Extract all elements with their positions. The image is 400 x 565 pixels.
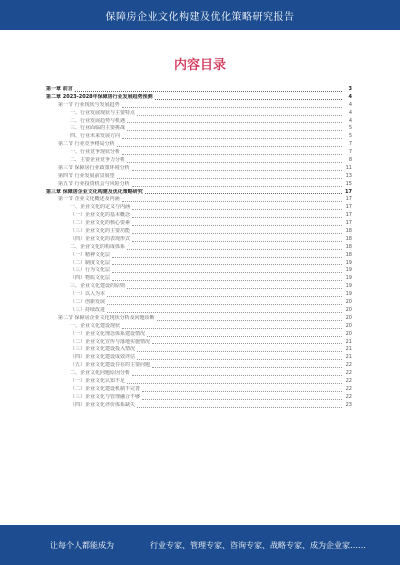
toc-entry[interactable] bbox=[46, 315, 352, 323]
toc-entry[interactable] bbox=[46, 331, 352, 339]
report-header bbox=[0, 0, 400, 30]
toc-entry[interactable] bbox=[46, 252, 352, 260]
toc-entry[interactable] bbox=[46, 157, 352, 165]
toc-entry[interactable] bbox=[46, 291, 352, 299]
toc-entry[interactable] bbox=[46, 362, 352, 370]
toc-entry[interactable] bbox=[46, 102, 352, 110]
toc-leader-dots bbox=[75, 86, 342, 92]
toc-entry-page: 22 bbox=[345, 385, 352, 392]
toc-entry[interactable] bbox=[46, 228, 352, 236]
toc-entry-page: 18 bbox=[345, 243, 352, 250]
toc-entry-label: （三）企业文化的主要功能 bbox=[70, 228, 131, 235]
toc-entry-page: 11 bbox=[345, 164, 352, 171]
toc-leader-dots bbox=[122, 102, 342, 108]
toc-entry-page: 23 bbox=[345, 401, 352, 408]
toc-entry[interactable] bbox=[46, 86, 352, 94]
toc-leader-dots bbox=[107, 291, 342, 297]
toc-leader-dots bbox=[137, 110, 342, 116]
toc-entry[interactable] bbox=[46, 141, 352, 149]
toc-entry[interactable] bbox=[46, 267, 352, 275]
toc-entry[interactable] bbox=[46, 346, 352, 354]
footer-tagline: 行业专家、管理专家、咨询专家、战略专家、成为企业家…… bbox=[150, 541, 366, 550]
toc-entry-page: 22 bbox=[345, 377, 352, 384]
toc-leader-dots bbox=[145, 189, 342, 195]
toc-entry-label: 第三章 保障房企业文化构建及优化策略研究 bbox=[46, 188, 143, 195]
toc-leader-dots bbox=[122, 149, 342, 155]
toc-entry[interactable] bbox=[46, 386, 352, 394]
toc-entry[interactable] bbox=[46, 133, 352, 141]
toc-entry-label: 一、行业发展现状与主要特点 bbox=[70, 109, 136, 116]
toc-leader-dots bbox=[107, 299, 342, 305]
toc-leader-dots bbox=[122, 196, 342, 202]
toc-entry-page: 17 bbox=[345, 188, 352, 195]
toc-entry-label: （三）企业文化与管理融合不够 bbox=[70, 393, 141, 400]
toc-leader-dots bbox=[152, 362, 342, 368]
toc-entry-label: 二、企业文化的构成体系 bbox=[70, 243, 126, 250]
toc-entry-page: 20 bbox=[345, 322, 352, 329]
toc-entry-page: 18 bbox=[345, 228, 352, 235]
toc-entry-page: 4 bbox=[348, 101, 352, 108]
toc-leader-dots bbox=[132, 228, 342, 234]
toc-entry[interactable] bbox=[46, 299, 352, 307]
toc-entry-label: （一）以人为本 bbox=[70, 291, 106, 298]
toc-entry-label: 第一章 前言 bbox=[46, 86, 73, 92]
toc-entry[interactable] bbox=[46, 118, 352, 126]
toc-entry-label: （四）物质文化层 bbox=[70, 275, 111, 282]
toc-entry[interactable] bbox=[46, 196, 352, 204]
toc-leader-dots bbox=[137, 402, 342, 408]
toc-entry-label: 四、行业未来发展方向 bbox=[70, 133, 121, 140]
toc-leader-dots bbox=[117, 141, 342, 147]
toc-leader-dots bbox=[107, 307, 342, 313]
toc-entry[interactable] bbox=[46, 354, 352, 362]
toc-entry-page: 7 bbox=[348, 149, 352, 156]
toc-entry[interactable] bbox=[46, 149, 352, 157]
toc-entry-page: 4 bbox=[348, 109, 352, 116]
toc-leader-dots bbox=[155, 94, 342, 100]
toc-leader-dots bbox=[122, 133, 342, 139]
toc-leader-dots bbox=[132, 204, 342, 210]
toc-entry[interactable] bbox=[46, 189, 352, 197]
toc-entry-label: 第一节 行业现状与发展趋势 bbox=[58, 101, 120, 108]
toc-leader-dots bbox=[112, 252, 342, 258]
toc-entry-label: （二）企业文化的核心要素 bbox=[70, 220, 131, 227]
toc-entry-label: 一、行业竞争现状分析 bbox=[70, 149, 121, 156]
toc-entry[interactable] bbox=[46, 204, 352, 212]
toc-entry-page: 21 bbox=[345, 354, 352, 361]
toc-entry-page: 20 bbox=[345, 306, 352, 313]
toc-entry-page: 5 bbox=[348, 133, 352, 140]
toc-leader-dots bbox=[132, 212, 342, 218]
toc-leader-dots bbox=[117, 173, 342, 179]
toc-entry[interactable] bbox=[46, 94, 352, 102]
toc-leader-dots bbox=[127, 157, 342, 163]
toc-entry[interactable] bbox=[46, 378, 352, 386]
toc-entry[interactable] bbox=[46, 394, 352, 402]
toc-entry-label: 第二节 保障房企业文化现状分析及问题诊断 bbox=[58, 314, 155, 321]
toc-entry-page: 19 bbox=[345, 283, 352, 290]
toc-entry-page: 3 bbox=[348, 86, 352, 92]
toc-entry[interactable] bbox=[46, 212, 352, 220]
toc-entry-label: （二）创新发展 bbox=[70, 299, 106, 306]
toc-entry[interactable] bbox=[46, 339, 352, 347]
toc-leader-dots bbox=[157, 315, 342, 321]
toc-entry-label: 二、主要企业竞争力分析 bbox=[70, 157, 126, 164]
toc-entry-label: 一、企业文化建设现状 bbox=[70, 322, 121, 329]
toc-leader-dots bbox=[122, 323, 342, 329]
toc-entry-label: 二、企业文化问题原因分析 bbox=[70, 370, 131, 377]
toc-leader-dots bbox=[142, 386, 342, 392]
toc-entry-page: 15 bbox=[345, 180, 352, 187]
toc-entry-page: 7 bbox=[348, 141, 352, 148]
toc-entry[interactable] bbox=[46, 244, 352, 252]
toc-entry-page: 13 bbox=[345, 172, 352, 179]
toc-entry-page: 4 bbox=[348, 117, 352, 124]
toc-leader-dots bbox=[152, 339, 342, 345]
toc-entry[interactable] bbox=[46, 220, 352, 228]
toc-entry-page: 4 bbox=[348, 93, 352, 100]
toc-entry-page: 21 bbox=[345, 338, 352, 345]
toc-entry-label: （二）企业文化建设机制不完善 bbox=[70, 385, 141, 392]
toc-entry-page: 22 bbox=[345, 393, 352, 400]
toc-entry-label: （三）企业文化建设投入情况 bbox=[70, 346, 136, 353]
toc-leader-dots bbox=[127, 244, 342, 250]
toc-entry-label: （一）企业文化理念体系建设情况 bbox=[70, 330, 146, 337]
toc-entry[interactable] bbox=[46, 275, 352, 283]
toc-entry[interactable] bbox=[46, 165, 352, 173]
toc-entry-page: 19 bbox=[345, 291, 352, 298]
toc-entry-label: 第三节 保障房行业政策环境分析 bbox=[58, 164, 130, 171]
toc-entry[interactable] bbox=[46, 370, 352, 378]
toc-entry-label: 第一节 企业文化概述及内涵 bbox=[58, 196, 120, 203]
toc-entry-label: 一、企业文化的定义与内涵 bbox=[70, 204, 131, 211]
page-footer bbox=[0, 525, 400, 565]
toc-entry-page: 19 bbox=[345, 275, 352, 282]
toc-entry-page: 17 bbox=[345, 196, 352, 203]
toc-entry-page: 8 bbox=[348, 157, 352, 164]
toc-entry-label: （二）企业文化宣传与落地实施情况 bbox=[70, 338, 151, 345]
toc-leader-dots bbox=[142, 394, 342, 400]
toc-entry[interactable] bbox=[46, 110, 352, 118]
toc-title: 内容目录 bbox=[173, 58, 226, 73]
toc-leader-dots bbox=[112, 275, 342, 281]
toc-entry-label: （一）精神文化层 bbox=[70, 251, 111, 258]
toc-entry-page: 21 bbox=[345, 346, 352, 353]
toc-leader-dots bbox=[112, 260, 342, 266]
toc-leader-dots bbox=[132, 236, 342, 242]
report-title: 保障房企业文化构建及优化策略研究报告 bbox=[105, 12, 295, 23]
toc-entry-label: （三）行为文化层 bbox=[70, 267, 111, 274]
footer-slogan: 让每个人都能成为 bbox=[50, 541, 114, 550]
toc-leader-dots bbox=[112, 267, 342, 273]
toc-entry[interactable] bbox=[46, 125, 352, 133]
toc-leader-dots bbox=[127, 118, 342, 124]
toc-entry[interactable] bbox=[46, 323, 352, 331]
toc-entry-label: 三、企业文化建设的原则 bbox=[70, 283, 126, 290]
toc-entry-page: 17 bbox=[345, 204, 352, 211]
toc-entry-page: 5 bbox=[348, 125, 352, 132]
toc-leader-dots bbox=[132, 181, 342, 187]
toc-entry[interactable] bbox=[46, 181, 352, 189]
toc-entry-page: 19 bbox=[345, 267, 352, 274]
toc-entry-label: 二、行业发展趋势与机遇 bbox=[70, 117, 126, 124]
toc-entry-page: 17 bbox=[345, 212, 352, 219]
toc-leader-dots bbox=[127, 283, 342, 289]
toc-entry-label: （一）企业文化认知不足 bbox=[70, 377, 126, 384]
toc-entry[interactable] bbox=[46, 307, 352, 315]
toc-entry-label: 第五节 行业投资机会与风险分析 bbox=[58, 180, 130, 187]
toc-entry[interactable] bbox=[46, 283, 352, 291]
table-of-contents bbox=[46, 86, 352, 410]
toc-leader-dots bbox=[127, 378, 342, 384]
toc-entry-page: 19 bbox=[345, 259, 352, 266]
toc-entry-label: （二）制度文化层 bbox=[70, 259, 111, 266]
toc-entry-label: （四）企业文化建设成效评估 bbox=[70, 354, 136, 361]
toc-entry-page: 17 bbox=[345, 220, 352, 227]
toc-entry-page: 22 bbox=[345, 370, 352, 377]
toc-entry-label: 第四节 行业发展前景展望 bbox=[58, 172, 115, 179]
toc-entry[interactable] bbox=[46, 260, 352, 268]
toc-entry[interactable] bbox=[46, 173, 352, 181]
toc-leader-dots bbox=[132, 165, 342, 171]
toc-entry-page: 20 bbox=[345, 314, 352, 321]
toc-entry-label: 三、行业面临的主要挑战 bbox=[70, 125, 126, 132]
toc-leader-dots bbox=[137, 354, 342, 360]
toc-entry-label: （四）企业文化的表现形式 bbox=[70, 235, 131, 242]
toc-entry-label: 第二章 2023-2028年保障房行业发展趋势预测 bbox=[46, 93, 153, 100]
toc-entry-label: （五）企业文化建设存在的主要问题 bbox=[70, 362, 151, 369]
toc-leader-dots bbox=[132, 370, 342, 376]
toc-leader-dots bbox=[137, 346, 342, 352]
toc-entry-page: 18 bbox=[345, 251, 352, 258]
toc-entry-label: （四）企业文化评价体系缺失 bbox=[70, 401, 136, 408]
toc-entry-page: 20 bbox=[345, 330, 352, 337]
toc-leader-dots bbox=[127, 125, 342, 131]
toc-entry-page: 18 bbox=[345, 235, 352, 242]
toc-leader-dots bbox=[132, 220, 342, 226]
toc-entry-page: 20 bbox=[345, 299, 352, 306]
toc-entry[interactable] bbox=[46, 402, 352, 410]
toc-entry-label: （一）企业文化的基本概念 bbox=[70, 212, 131, 219]
toc-entry-label: （三）持续改进 bbox=[70, 306, 106, 313]
toc-entry-page: 22 bbox=[345, 362, 352, 369]
toc-leader-dots bbox=[147, 331, 342, 337]
toc-entry-label: 第二节 行业竞争格局分析 bbox=[58, 141, 115, 148]
toc-entry[interactable] bbox=[46, 236, 352, 244]
